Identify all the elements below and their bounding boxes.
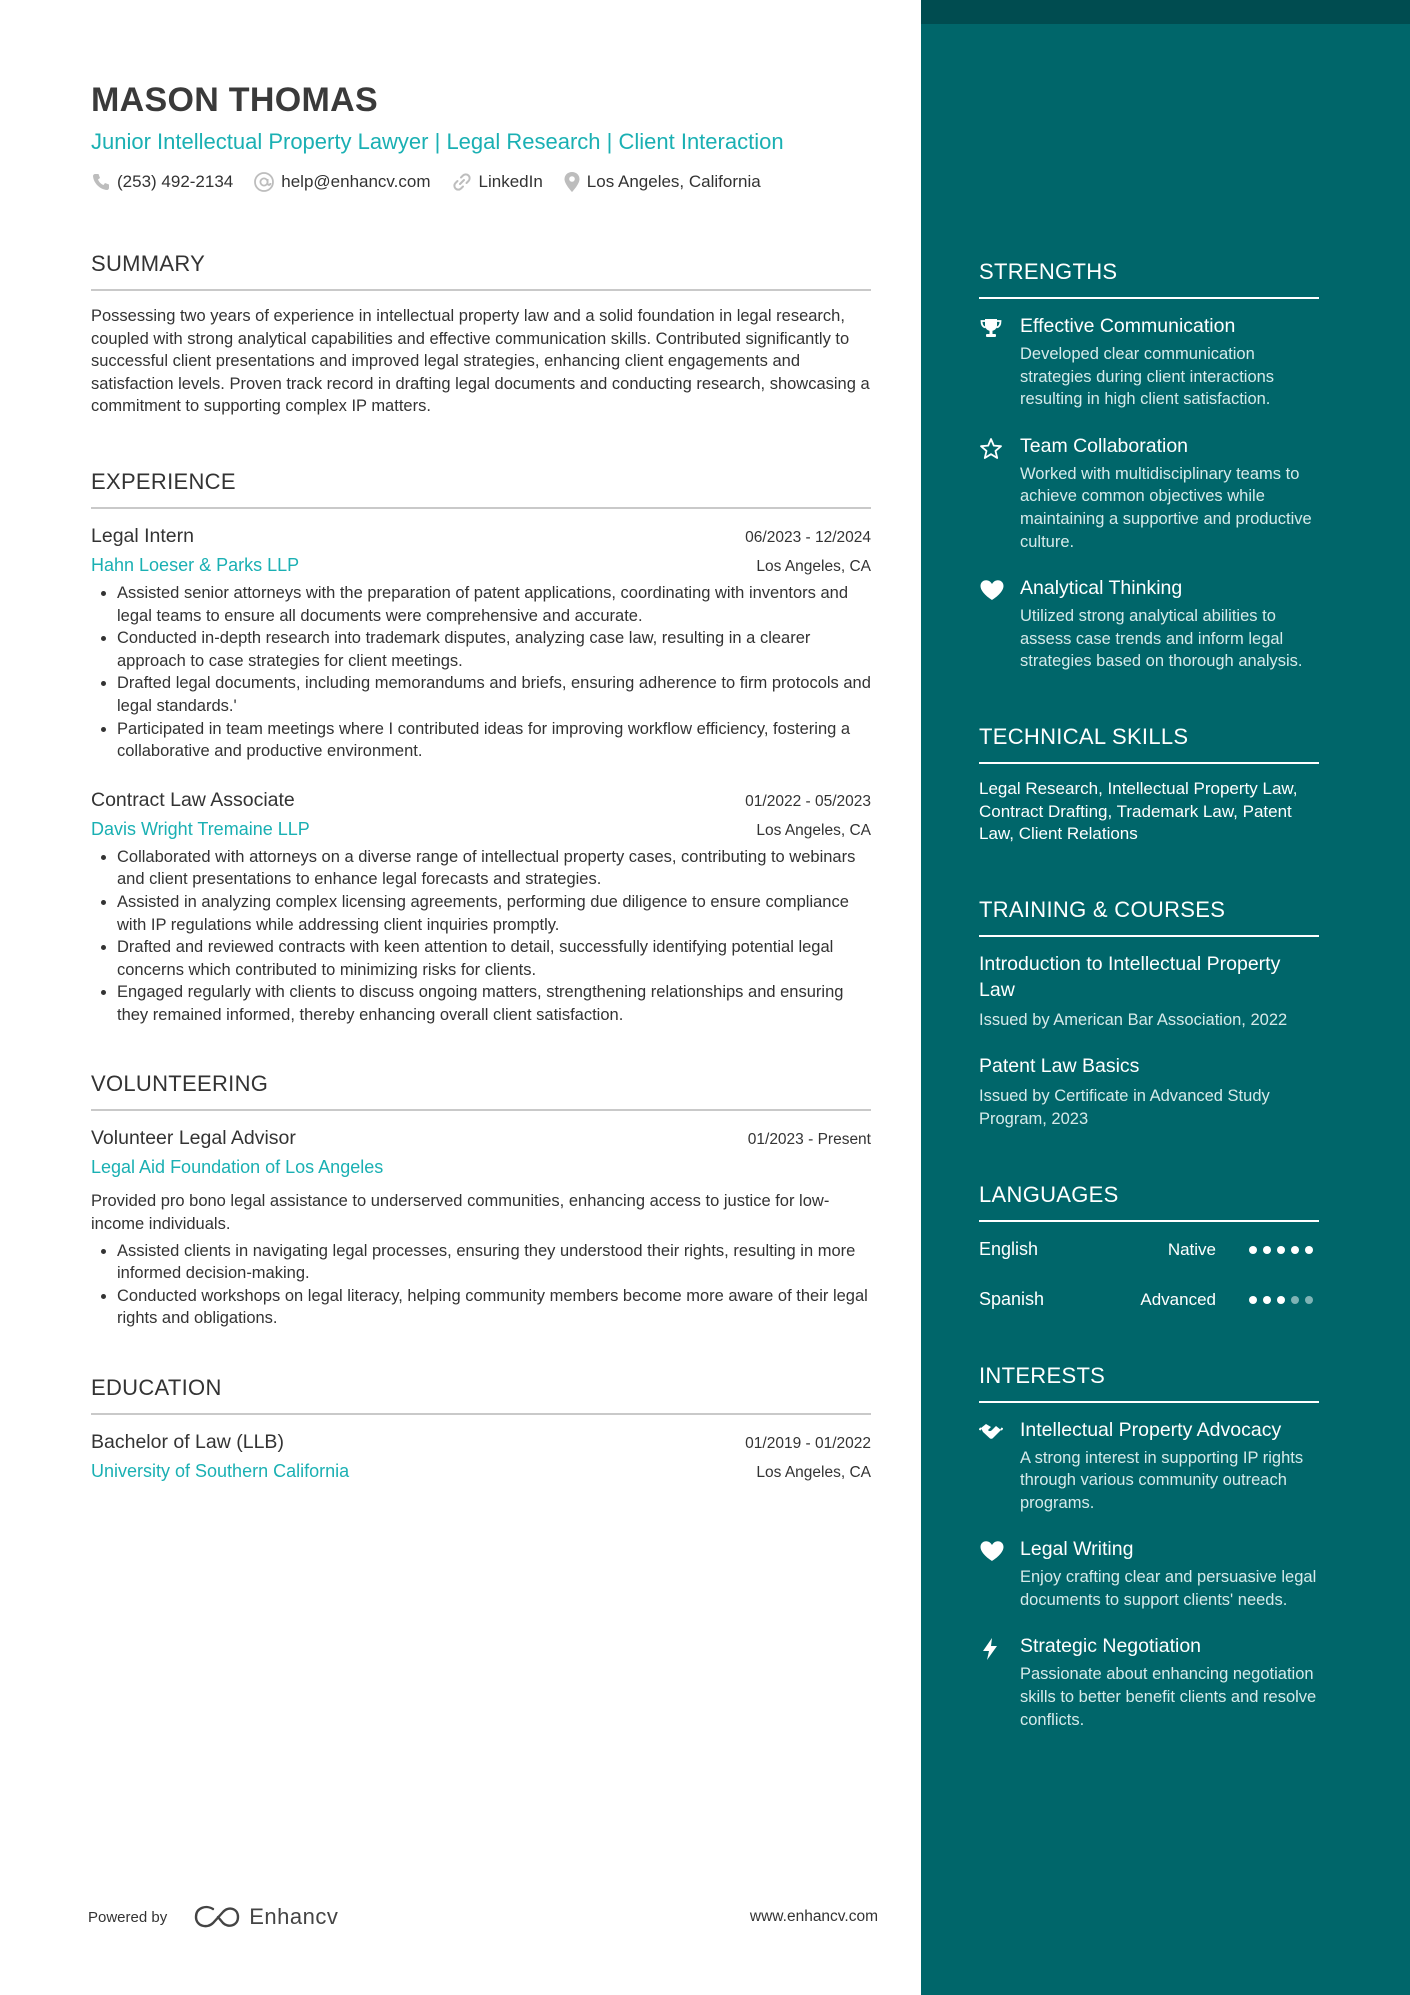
section-title: SUMMARY <box>91 251 206 276</box>
degree: Bachelor of Law (LLB) <box>91 1431 284 1454</box>
job-title: Legal Intern <box>91 524 194 547</box>
school-location: Los Angeles, CA <box>756 1464 871 1482</box>
contact-row <box>91 169 871 195</box>
rating-dot-filled <box>1249 1246 1257 1254</box>
rating-dot-filled <box>1277 1296 1285 1304</box>
summary-section <box>91 250 871 418</box>
interest-item <box>979 1633 1319 1731</box>
rating-dot-filled <box>1263 1246 1271 1254</box>
bullet-item: • Conducted workshops on legal literacy, helping community members become more aware of their legal rights and obligations. <box>117 1285 871 1330</box>
language-rating <box>1249 1296 1319 1304</box>
rating-dot-filled <box>1249 1296 1257 1304</box>
contact-email[interactable] <box>253 171 430 193</box>
enhancv-logo-icon <box>193 1904 241 1930</box>
strength-item <box>979 433 1319 553</box>
company-name[interactable]: Hahn Loeser & Parks LLP <box>91 554 300 575</box>
experience-section <box>91 468 871 1027</box>
interest-description: A strong interest in supporting IP rights through various community outreach programs. <box>1020 1448 1304 1512</box>
language-name: Spanish <box>979 1289 1045 1309</box>
course-item <box>979 1053 1319 1130</box>
strength-title: Effective Communication <box>1020 315 1236 337</box>
languages-section <box>979 1181 1319 1312</box>
interests-section <box>979 1362 1319 1732</box>
language-rating <box>1249 1246 1319 1254</box>
section-title: EDUCATION <box>91 1375 222 1401</box>
strength-description: Worked with multidisciplinary teams to achieve common objectives while maintaining a supportive and productive culture. <box>1020 464 1312 551</box>
section-title: LANGUAGES <box>979 1181 1119 1207</box>
rating-dot-empty <box>1305 1296 1313 1304</box>
trophy-icon <box>979 317 1003 339</box>
course-item <box>979 951 1319 1032</box>
experience-entry <box>91 523 871 763</box>
powered-by <box>88 1904 338 1930</box>
language-level: Advanced <box>1140 1289 1216 1309</box>
site-url[interactable]: www.enhancv.com <box>749 1908 878 1925</box>
strength-description: Utilized strong analytical abilities to assess case trends and inform legal strategies based on thorough analysis. <box>1020 607 1303 671</box>
sidebar <box>921 0 1410 1995</box>
volunteer-role: Volunteer Legal Advisor <box>91 1127 296 1150</box>
section-title: STRENGTHS <box>979 259 1118 284</box>
volunteering-entry <box>91 1125 871 1330</box>
education-section <box>91 1374 871 1484</box>
job-dates: 01/2022 - 05/2023 <box>745 792 871 810</box>
section-divider <box>979 935 1319 937</box>
footer <box>88 1900 878 1934</box>
education-entry <box>91 1429 871 1484</box>
rating-dot-filled <box>1291 1246 1299 1254</box>
location-text: Los Angeles, California <box>586 172 761 191</box>
section-title: EXPERIENCE <box>91 468 236 494</box>
brand-name: Enhancv <box>249 1904 339 1929</box>
section-divider <box>91 507 871 509</box>
enhancv-logo[interactable] <box>193 1904 338 1930</box>
heart-icon <box>979 579 1005 601</box>
bullet-item: • Conducted in-depth research into trademark disputes, analyzing case law, resulting in a clearer approach to case strategies for client meetings. <box>117 627 871 672</box>
job-dates: 06/2023 - 12/2024 <box>745 528 871 546</box>
star-icon <box>979 437 1003 461</box>
section-divider <box>91 1413 871 1415</box>
language-item <box>979 1288 1319 1312</box>
section-divider <box>91 289 871 291</box>
bullet-list <box>91 582 871 763</box>
summary-text: Possessing two years of experience in intellectual property law and a solid foundation in legal research, coupled with strong analytical capabilities and effective communication skills. Contributed significantly to successful client presentations and improved legal strategies, enhancing client engagements and satisfaction levels. Proven track record in drafting legal documents and conducting research, showcasing a commitment to supporting complex IP matters. <box>91 307 870 416</box>
strength-title: Team Collaboration <box>1020 434 1189 457</box>
headline: Junior Intellectual Property Lawyer | Legal Research | Client Interaction <box>91 129 784 154</box>
powered-by-label: Powered by <box>88 1908 168 1926</box>
strength-item <box>979 575 1319 673</box>
course-issuer: Issued by Certificate in Advanced Study Program, 2023 <box>979 1087 1270 1128</box>
bullet-item: • Collaborated with attorneys on a diverse range of intellectual property cases, contributing to webinars and client presentations to enhance legal forecasts and strategies. <box>117 846 871 891</box>
interest-item <box>979 1417 1319 1515</box>
bullet-item: • Assisted in analyzing complex licensing agreements, performing due diligence to ensure compliance with IP regulations while addressing client inquiries promptly. <box>117 891 871 936</box>
experience-entry <box>91 787 871 1027</box>
location-pin-icon <box>563 171 581 193</box>
job-title: Contract Law Associate <box>91 788 295 811</box>
sidebar-content <box>979 258 1319 1731</box>
section-divider <box>979 297 1319 299</box>
interest-title: Legal Writing <box>1020 1538 1134 1561</box>
strength-item <box>979 313 1319 411</box>
section-divider <box>91 1109 871 1111</box>
interest-title: Strategic Negotiation <box>1020 1635 1202 1658</box>
strengths-section <box>979 258 1319 673</box>
school-name[interactable]: University of Southern California <box>91 1461 350 1482</box>
volunteer-description: Provided pro bono legal assistance to underserved communities, enhancing access to justice for low-income individuals. <box>91 1192 830 1234</box>
link-icon <box>451 171 473 193</box>
job-location: Los Angeles, CA <box>756 821 871 839</box>
interest-description: Passionate about enhancing negotiation skills to better benefit clients and resolve conflicts. <box>1020 1665 1317 1729</box>
at-icon <box>253 171 275 193</box>
interest-title: Intellectual Property Advocacy <box>1020 1418 1282 1441</box>
sidebar-top-band <box>921 0 1410 24</box>
interest-item <box>979 1536 1319 1611</box>
volunteer-org[interactable]: Legal Aid Foundation of Los Angeles <box>91 1157 384 1178</box>
rating-dot-empty <box>1291 1296 1299 1304</box>
language-name: English <box>979 1239 1039 1259</box>
interest-description: Enjoy crafting clear and persuasive legal documents to support clients' needs. <box>1020 1568 1317 1609</box>
strength-title: Analytical Thinking <box>1020 577 1183 600</box>
language-level: Native <box>1167 1239 1216 1259</box>
bullet-item: • Assisted senior attorneys with the preparation of patent applications, coordinating with inventors and legal teams to ensure all documents were comprehensive and accurate. <box>117 582 871 627</box>
email-text: help@enhancv.com <box>281 172 431 191</box>
course-title: Introduction to Intellectual Property Law <box>979 952 1281 1001</box>
language-item <box>979 1238 1319 1262</box>
section-divider <box>979 762 1319 764</box>
handshake-icon <box>979 1421 1003 1443</box>
linkedin-text: LinkedIn <box>478 172 543 191</box>
phone-icon <box>91 172 111 192</box>
bullet-item: • Participated in team meetings where I contributed ideas for improving workflow efficiency, fostering a collaborative and productive environment. <box>117 718 871 763</box>
course-title: Patent Law Basics <box>979 1055 1140 1078</box>
contact-phone[interactable] <box>91 172 233 192</box>
bullet-item: • Engaged regularly with clients to discuss ongoing matters, strengthening relationships and ensuring they remained informed, thereby enhancing overall client satisfaction. <box>117 981 871 1026</box>
course-issuer: Issued by American Bar Association, 2022 <box>979 1010 1288 1029</box>
education-dates: 01/2019 - 01/2022 <box>745 1435 871 1453</box>
section-title: VOLUNTEERING <box>91 1071 269 1097</box>
bolt-icon <box>979 1637 1001 1661</box>
contact-linkedin[interactable] <box>451 171 543 193</box>
bullet-list <box>91 846 871 1027</box>
section-divider <box>979 1401 1319 1403</box>
rating-dot-filled <box>1263 1296 1271 1304</box>
contact-location <box>563 171 761 193</box>
section-divider <box>979 1220 1319 1222</box>
job-location: Los Angeles, CA <box>756 557 871 575</box>
rating-dot-filled <box>1305 1246 1313 1254</box>
training-section <box>979 896 1319 1131</box>
technical-skills-section <box>979 723 1319 846</box>
skills-list: Legal Research, Intellectual Property Law, Contract Drafting, Trademark Law, Patent Law, Client Relations <box>979 778 1298 844</box>
heart-icon <box>979 1540 1005 1562</box>
bullet-item: • Drafted and reviewed contracts with keen attention to detail, successfully identifying potential legal concerns which contributed to minimizing risks for clients. <box>117 936 871 981</box>
rating-dot-filled <box>1277 1246 1285 1254</box>
volunteer-dates: 01/2023 - Present <box>747 1131 871 1149</box>
bullet-item: • Drafted legal documents, including memorandums and briefs, ensuring adherence to firm protocols and legal standards.' <box>117 672 871 717</box>
candidate-name: MASON THOMAS <box>91 81 378 119</box>
section-title: TECHNICAL SKILLS <box>979 723 1189 749</box>
bullet-list <box>91 1240 871 1330</box>
company-name[interactable]: Davis Wright Tremaine LLP <box>91 818 310 839</box>
phone-text: (253) 492-2134 <box>117 172 234 191</box>
bullet-item: • Assisted clients in navigating legal processes, ensuring they understood their rights, resulting in more informed decision-making. <box>117 1240 871 1285</box>
strength-description: Developed clear communication strategies during client interactions resulting in high client satisfaction. <box>1020 345 1275 409</box>
volunteering-section <box>91 1070 871 1330</box>
section-title: TRAINING & COURSES <box>979 896 1226 922</box>
section-title: INTERESTS <box>979 1362 1106 1388</box>
